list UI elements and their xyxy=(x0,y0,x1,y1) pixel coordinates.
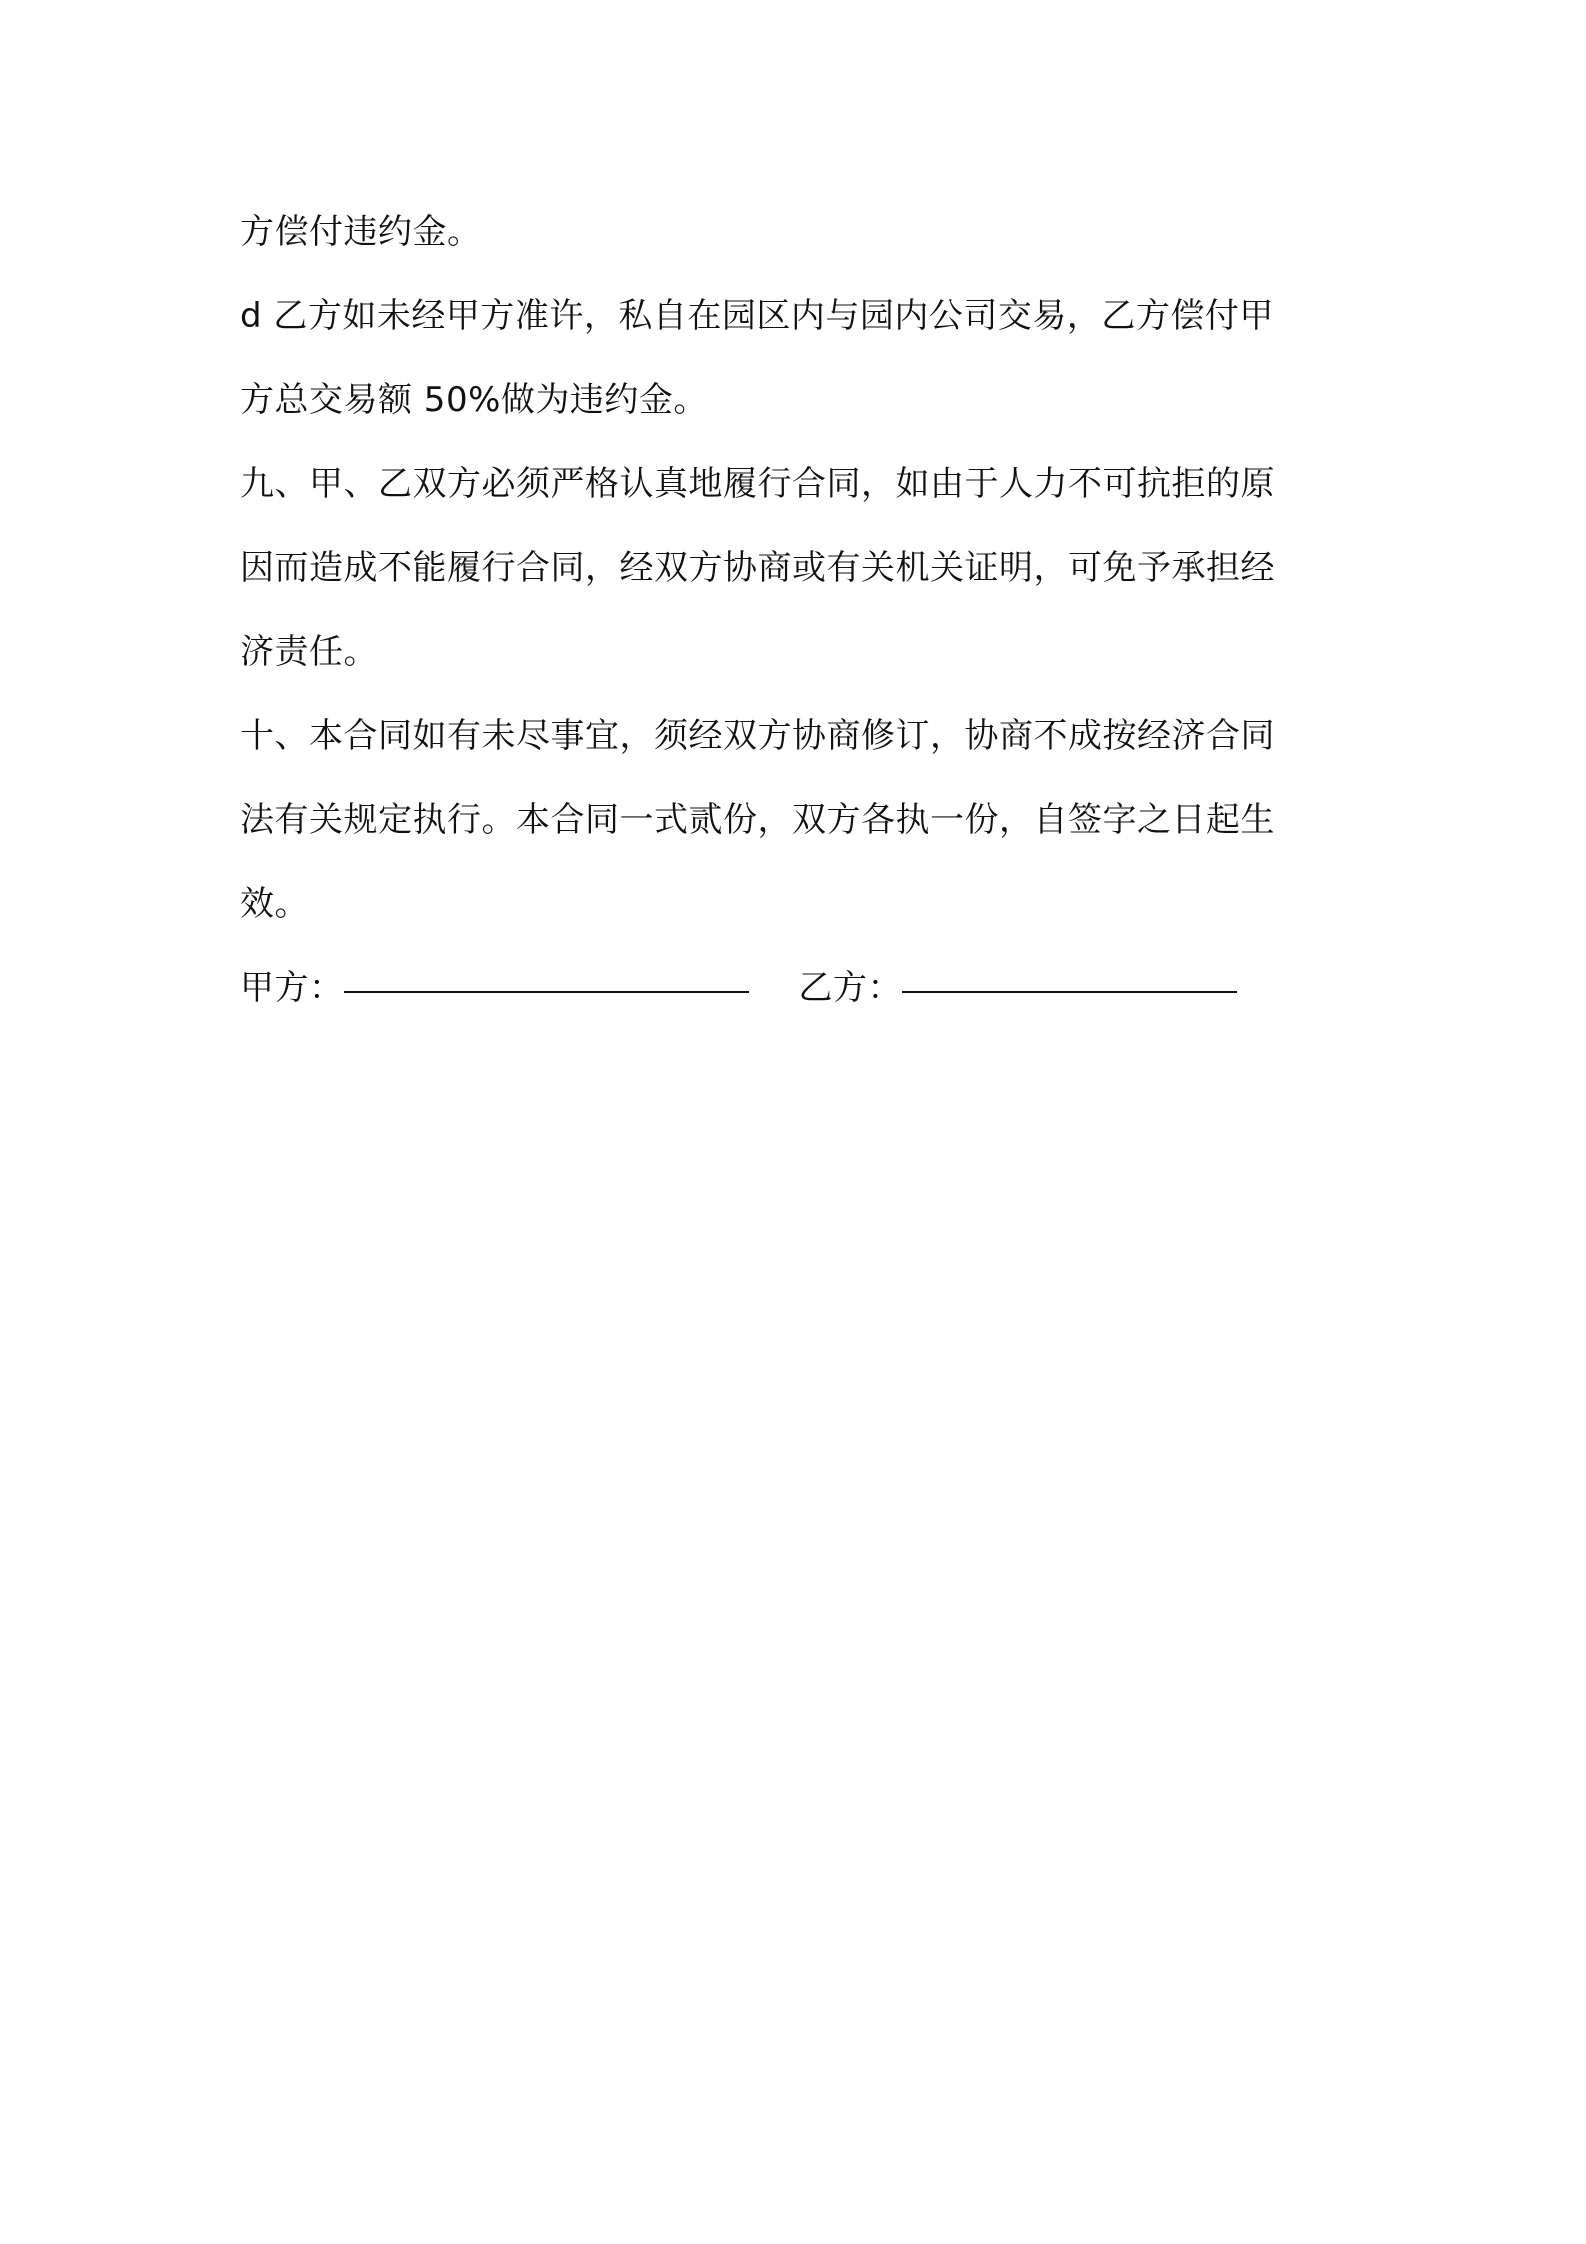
text-line: 效。 xyxy=(240,884,309,924)
party-b-signature xyxy=(799,946,1238,1030)
party-a-signature xyxy=(240,946,749,1030)
text-line: 方总交易额 50%做为违约金。 xyxy=(240,380,708,420)
text-line: 方偿付违约金。 xyxy=(240,212,482,252)
signature-row xyxy=(240,946,1360,1030)
party-a-label: 甲方： xyxy=(240,968,344,1008)
party-b-signature-line[interactable] xyxy=(902,951,1237,993)
text-line: 因而造成不能履行合同，经双方协商或有关机关证明，可免予承担经 xyxy=(240,548,1275,588)
party-a-signature-line[interactable] xyxy=(344,951,749,993)
text-line: d 乙方如未经甲方准许，私自在园区内与园内公司交易，乙方偿付甲 xyxy=(240,296,1274,336)
party-b-label: 乙方： xyxy=(798,968,902,1008)
text-line: 法有关规定执行。本合同一式贰份，双方各执一份，自签字之日起生 xyxy=(240,800,1275,840)
document-body xyxy=(240,190,1360,1030)
text-line: 济责任。 xyxy=(240,632,378,672)
text-line: 十、本合同如有未尽事宜，须经双方协商修订，协商不成按经济合同 xyxy=(240,716,1275,756)
text-line: 九、甲、乙双方必须严格认真地履行合同，如由于人力不可抗拒的原 xyxy=(240,464,1275,504)
